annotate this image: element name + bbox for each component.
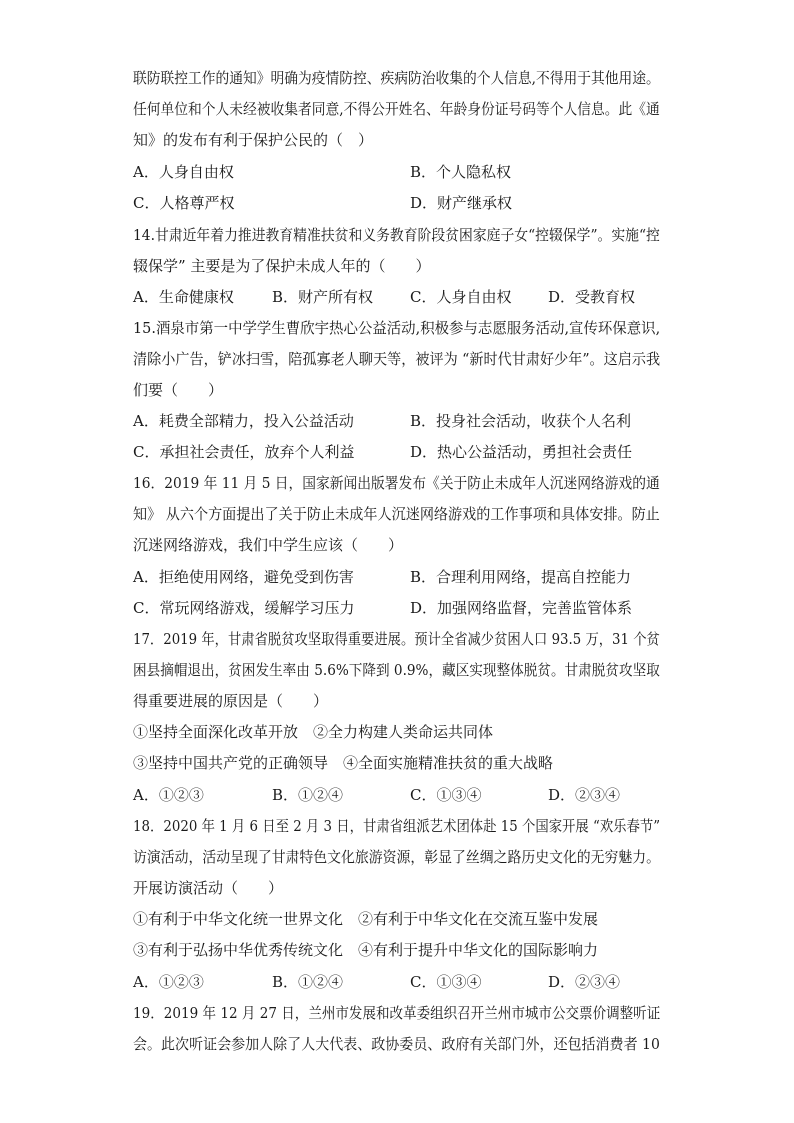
q14-option-a: A．生命健康权 [133,288,234,306]
q15-option-c: C．承担社会责任，放弃个人利益 [133,443,355,461]
q15-stem-line-3: 们要（ ） [133,381,224,399]
q17-item-line-1: ①坚持全面深化改革开放 ②全力构建人类命运共同体 [133,723,494,741]
q17-option-d: D．②③④ [548,786,621,804]
q16-stem-line-1: 16．2019 年 11 月 5 日，国家新闻出版署发布《关于防止未成年人沉迷网络游戏的通 [133,474,660,492]
q13-stem-line-1: 联防联控工作的通知》明确为疫情防控、疾病防治收集的个人信息,不得用于其他用途。 [133,69,660,87]
q18-option-d: D．②③④ [548,973,621,991]
q18-item-line-2: ③有利于弘扬中华优秀传统文化 ④有利于提升中华文化的国际影响力 [133,941,599,959]
q18-option-a: A．①②③ [133,973,204,991]
q16-option-c: C．常玩网络游戏，缓解学习压力 [133,599,355,617]
q15-stem-line-2: 清除小广告，铲冰扫雪，陪孤寡老人聊天等，被评为 “新时代甘肃好少年”。这启示我 [133,350,661,368]
q17-stem-line-2: 困县摘帽退出，贫困发生率由 5.6%下降到 0.9%，藏区实现整体脱贫。甘肃脱贫攻坚取 [133,661,660,679]
q18-item-line-1: ①有利于中华文化统一世界文化 ②有利于中华文化在交流互鉴中发展 [133,910,599,928]
q17-stem-line-3: 得重要进展的原因是（ ） [133,692,329,710]
q14-option-d: D．受教育权 [548,288,636,306]
q16-option-a: A．拒绝使用网络，避免受到伤害 [133,568,354,586]
q19-stem-line-1: 19．2019 年 12 月 27 日，兰州市发展和改革委组织召开兰州市城市公交票价调整听证 [133,1004,661,1022]
q13-option-c: C．人格尊严权 [133,194,235,212]
q18-stem-line-2: 访演活动，活动呈现了甘肃特色文化旅游资源，彰显了丝绸之路历史文化的无穷魅力。 [133,848,661,866]
q18-stem-line-1: 18．2020 年 1 月 6 日至 2 月 3 日，甘肃省组派艺术团体赴 15 个国家开展 “欢乐春节” [133,817,661,835]
q15-stem-line-1: 15.酒泉市第一中学学生曹欣宇热心公益活动,积极参与志愿服务活动,宣传环保意识, [133,319,661,337]
q17-option-c: C．①③④ [410,786,482,804]
q19-stem-line-2: 会。此次听证会参加人除了人大代表、政协委员、政府有关部门外，还包括消费者 10 [133,1035,660,1053]
q14-stem-line-2: 辍保学” 主要是为了保护未成人年的（ ） [133,257,431,275]
q15-option-d: D．热心公益活动，勇担社会责任 [410,443,633,461]
q14-stem-line-1: 14.甘肃近年着力推进教育精准扶贫和义务教育阶段贫困家庭子女“控辍保学”。实施“控 [133,226,660,244]
q13-option-b: B．个人隐私权 [410,163,512,181]
q17-option-b: B．①②④ [272,786,344,804]
q13-stem-line-3: 知》的发布有利于保护公民的（ ） [133,131,374,149]
q17-item-line-2: ③坚持中国共产党的正确领导 ④全面实施精准扶贫的重大战略 [133,754,554,772]
q14-option-c: C．人身自由权 [410,288,512,306]
q16-stem-line-3: 沉迷网络游戏，我们中学生应该（ ） [133,536,404,554]
q15-option-b: B．投身社会活动，收获个人名利 [410,412,632,430]
q18-option-b: B．①②④ [272,973,344,991]
q17-stem-line-1: 17．2019 年，甘肃省脱贫攻坚取得重要进展。预计全省减少贫困人口 93.5 万，31 个贫 [133,630,660,648]
q13-option-a: A．人身自由权 [133,163,234,181]
q16-stem-line-2: 知》 从六个方面提出了关于防止未成年人沉迷网络游戏的工作事项和具体安排。防止 [133,505,660,523]
q16-option-b: B．合理利用网络，提高自控能力 [410,568,632,586]
q13-stem-line-2: 任何单位和个人未经被收集者同意,不得公开姓名、年龄身份证号码等个人信息。此《通 [133,100,660,118]
q16-option-d: D．加强网络监督，完善监管体系 [410,599,633,617]
q18-option-c: C．①③④ [410,973,482,991]
q17-option-a: A．①②③ [133,786,204,804]
q13-option-d: D．财产继承权 [410,194,513,212]
q15-option-a: A．耗费全部精力，投入公益活动 [133,412,354,430]
q18-stem-line-3: 开展访演活动（ ） [133,879,284,897]
q14-option-b: B．财产所有权 [272,288,374,306]
